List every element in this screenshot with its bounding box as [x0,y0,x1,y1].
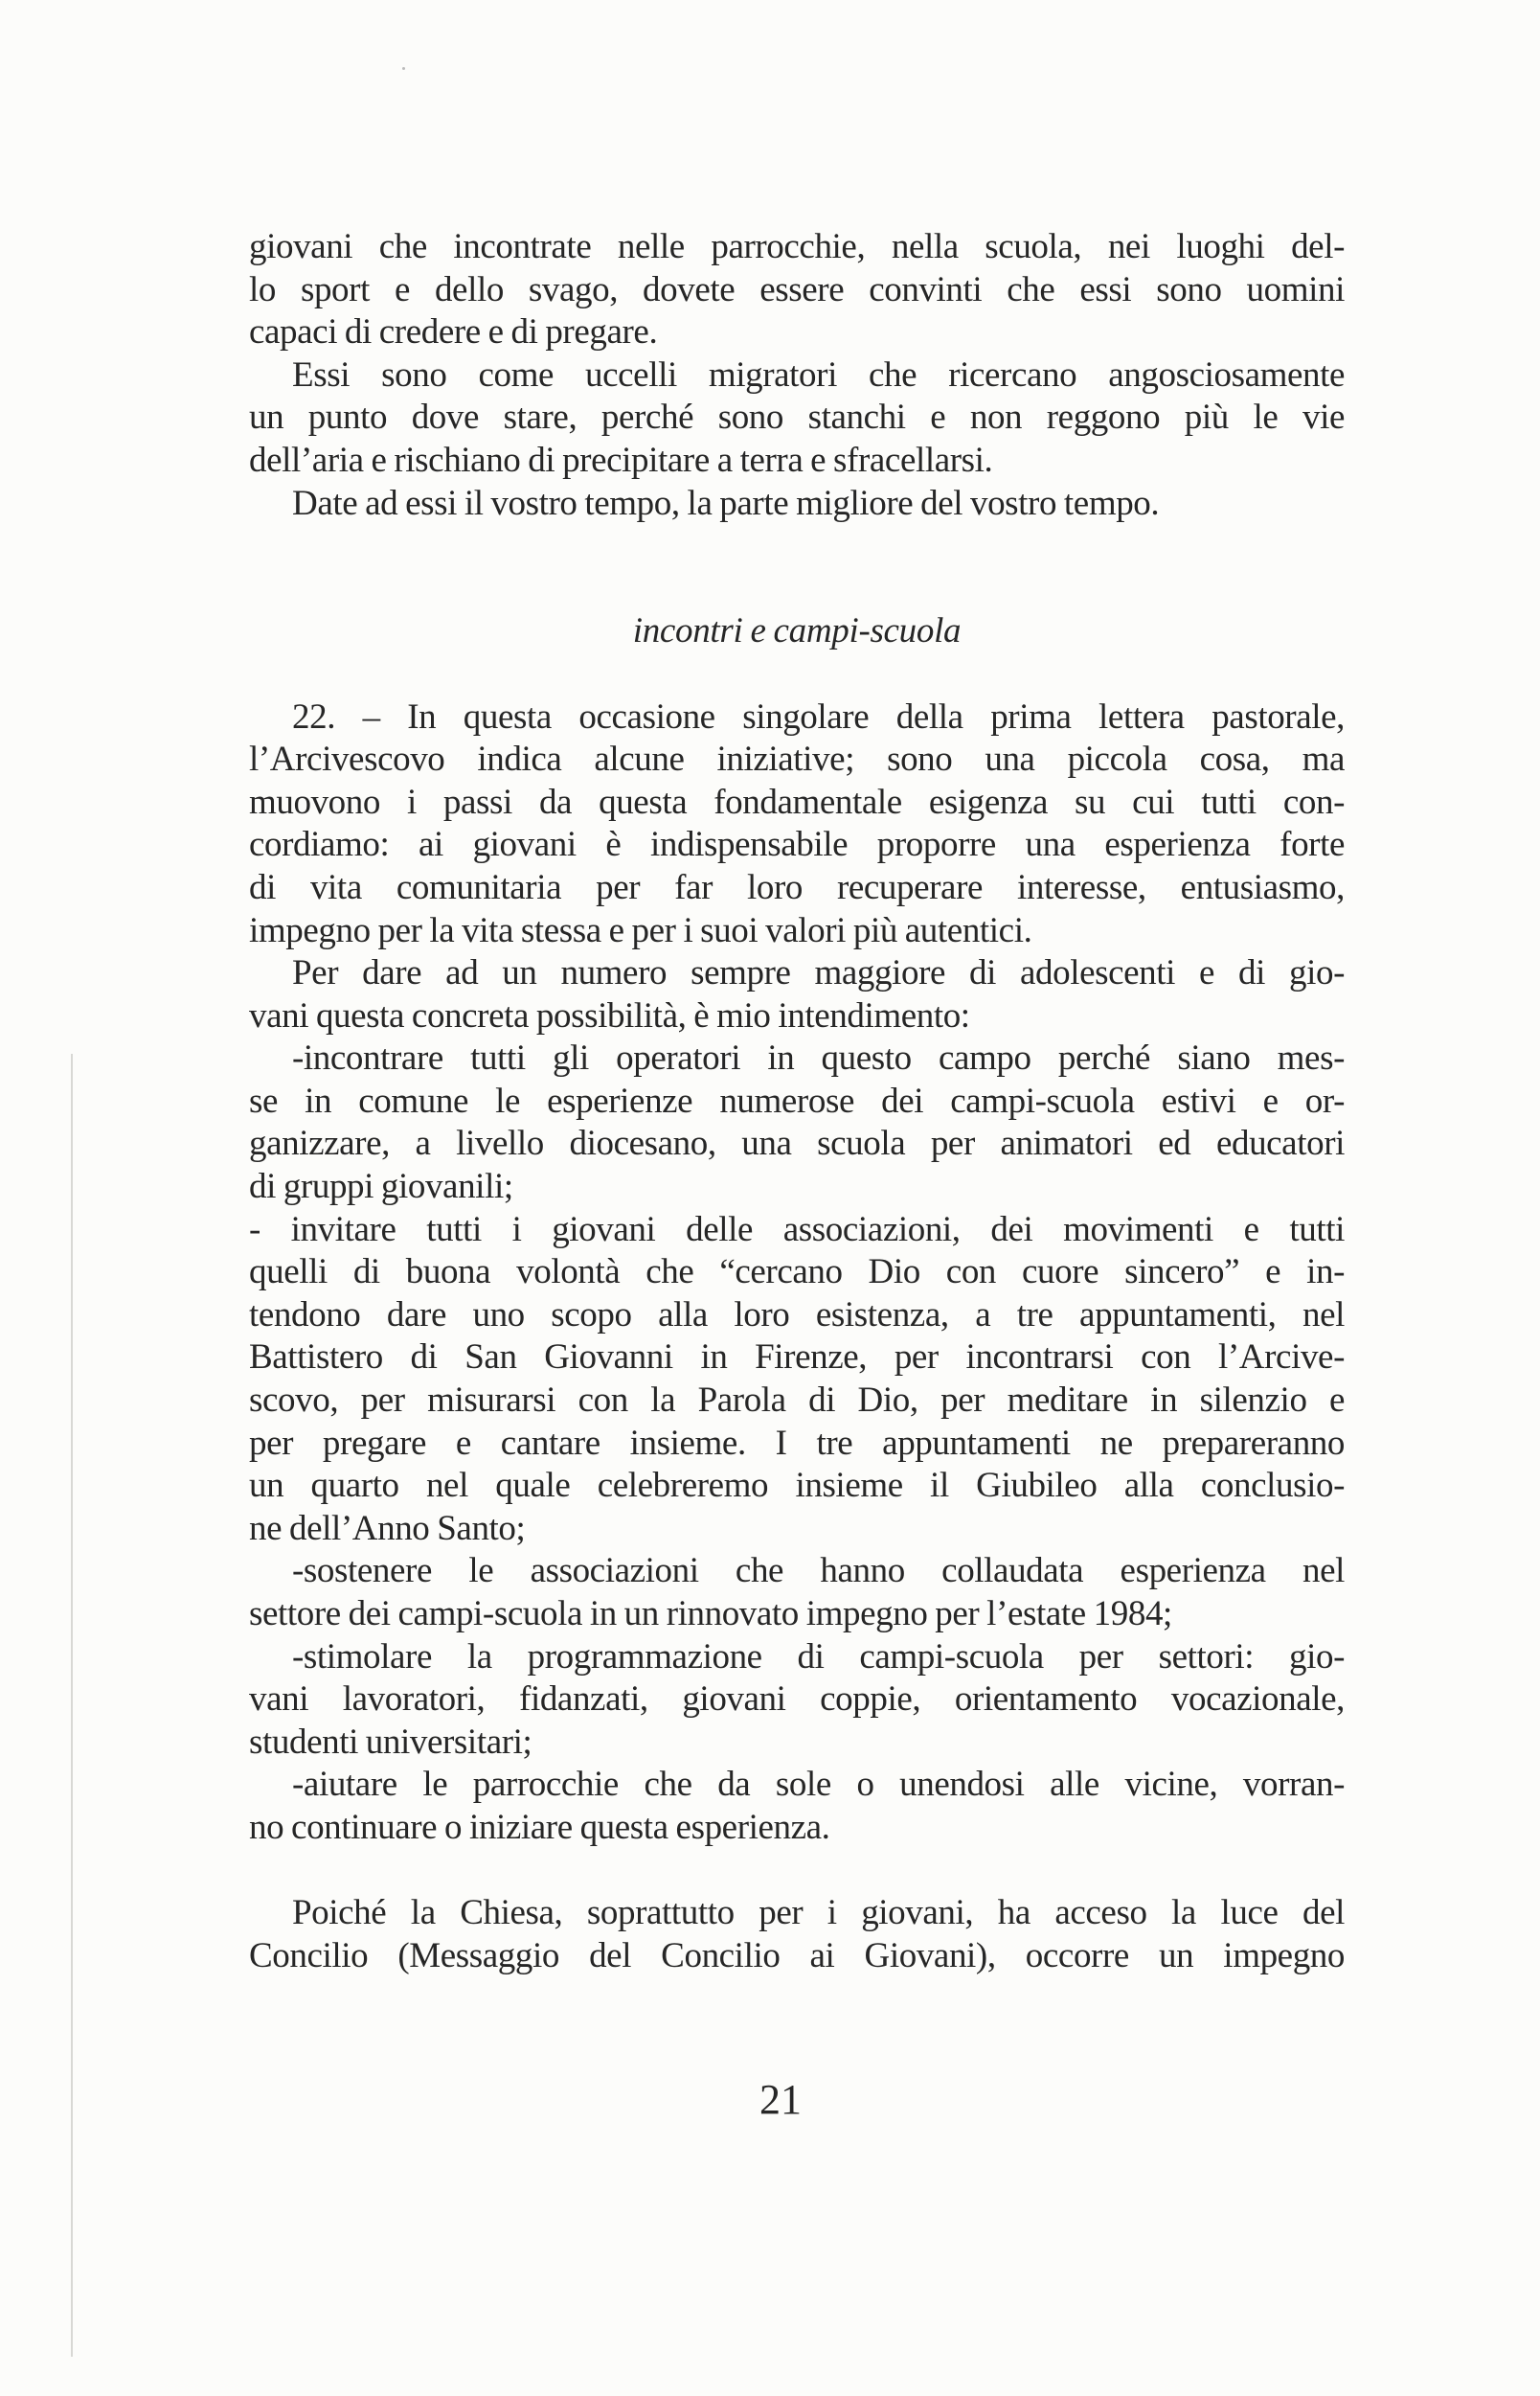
text-line: un punto dove stare, perché sono stanchi e non reggono più le vie [249,398,1345,438]
text-line: ganizzare, a livello diocesano, una scuola per animatori ed educatori [249,1124,1345,1164]
text-line: -sostenere le associazioni che hanno collaudata esperienza nel [292,1551,1345,1591]
text-line: Essi sono come uccelli migratori che ricercano angosciosamente [292,354,1345,395]
text-line: vani lavoratori, fidanzati, giovani coppie, orientamento vocazionale, [249,1679,1345,1720]
text-line: settore dei campi-scuola in un rinnovato impegno per l’estate 1984; [249,1594,1172,1633]
text-line: 22. – In questa occasione singolare della prima lettera pastorale, [292,696,1345,737]
list-item [249,1550,1345,1635]
text-line: -incontrare tutti gli operatori in questo campo perché siano mes- [292,1038,1345,1079]
list-item [249,1038,1345,1208]
text-line: Concilio (Messaggio del Concilio ai Giovani), occorre un impegno [249,1935,1345,1975]
paragraph [249,226,1345,354]
text-line: tendono dare uno scopo alla loro esistenza, a tre appuntamenti, nel [249,1294,1345,1335]
text-line: l’Arcivescovo indica alcune iniziative; sono una piccola cosa, ma [249,740,1345,780]
paragraph [249,483,1345,526]
paragraph [249,952,1345,1038]
list-item [249,1209,1345,1551]
text-line: dell’aria e rischiano di precipitare a terra e sfracellarsi. [249,440,993,480]
paragraph [249,1892,1345,1977]
list-item [249,1636,1345,1765]
text-line: se in comune le esperienze numerose dei campi-scuola estivi e or- [249,1081,1345,1121]
binding-gutter-shadow [71,1054,73,2357]
text-line: -stimolare la programmazione di campi-scuola per settori: gio- [292,1636,1345,1677]
page-number: 21 [759,2076,802,2123]
text-line: muovono i passi da questa fondamentale esigenza su cui tutti con- [249,782,1345,822]
text-line: per pregare e cantare insieme. I tre appuntamenti ne prepareranno [249,1423,1345,1463]
text-line: Per dare ad un numero sempre maggiore di adolescenti e di gio- [292,953,1345,993]
text-line: lo sport e dello svago, dovete essere convinti che essi sono uomini [249,269,1345,309]
text-line: ne dell’Anno Santo; [249,1508,526,1548]
scan-speck [402,67,405,70]
text-line: un quarto nel quale celebreremo insieme il Giubileo alla conclusio- [249,1466,1345,1506]
text-line: quelli di buona volontà che “cercano Dio con cuore sincero” e in- [249,1252,1345,1292]
list-item [249,1764,1345,1849]
text-line: Poiché la Chiesa, soprattutto per i giovani, ha acceso la luce del [292,1893,1345,1933]
text-line: Date ad essi il vostro tempo, la parte migliore del vostro tempo. [292,483,1160,523]
paragraph [249,696,1345,953]
text-line: - invitare tutti i giovani delle associazioni, dei movimenti e tutti [249,1209,1345,1249]
text-line: giovani che incontrate nelle parrocchie, nella scuola, nei luoghi del- [249,227,1345,266]
text-line: vani questa concreta possibilità, è mio intendimento: [249,995,970,1036]
text-line: impegno per la vita stessa e per i suoi valori più autentici. [249,910,1032,950]
text-line: studenti universitari; [249,1722,532,1762]
paragraph [249,354,1345,483]
text-line: scovo, per misurarsi con la Parola di Dio, per meditare in silenzio e [249,1381,1345,1421]
text-line: cordiamo: ai giovani è indispensabile proporre una esperienza forte [249,825,1345,865]
text-line: di vita comunitaria per far loro recuperare interesse, entusiasmo, [249,867,1345,907]
text-line: -aiutare le parrocchie che da sole o unendosi alle vicine, vorran- [292,1765,1345,1805]
text-line: capaci di credere e di pregare. [249,312,658,353]
text-line: Battistero di San Giovanni in Firenze, per incontrarsi con l’Arcive- [249,1337,1345,1378]
page-body [249,226,1345,1977]
section-heading-text: incontri e campi-scuola [632,611,962,651]
text-line: no continuare o iniziare questa esperienza. [249,1807,830,1847]
text-line: di gruppi giovanili; [249,1167,513,1207]
section-heading [249,610,1345,653]
